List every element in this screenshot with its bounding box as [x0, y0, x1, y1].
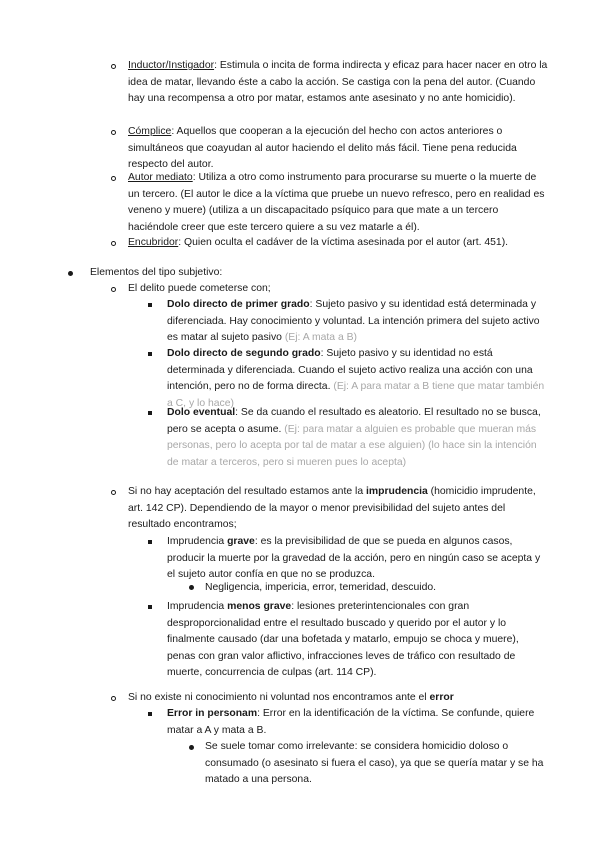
bullet-circle-icon: [111, 64, 116, 69]
bullet-dot-icon: [189, 585, 194, 590]
list-item-encubridor: Encubridor: Quien oculta el cadáver de la víctima asesinada por el autor (art. 451).: [128, 237, 509, 248]
list-item-delito: El delito puede cometerse con;: [128, 283, 271, 294]
list-item-dolo-segundo-grado: Dolo directo de segundo grado: Sujeto pasivo y su identidad no está determinada y diferenciada. Cuando el sujeto activo realiza una acción con una intención, pero no de forma directa. (Ej: A para matar a B tiene que matar también a C, y lo hace): [167, 348, 545, 409]
term-dolo-eventual: Dolo eventual: [167, 407, 236, 418]
list-item-dolo-eventual: Dolo eventual: Se da cuando el resultado es aleatorio. El resultado no se busca, pero se acepta o asume. (Ej: para matar a alguien es probable que mueran más personas, pero lo acepta por tal de matar a ese alguien) (lo hace sin la intención de matar a terceros, pero si mueren pues lo acepta): [167, 407, 541, 468]
example-note: (Ej: A para matar a B tiene que matar también a C, y lo hace): [167, 381, 545, 409]
list-item-imprudencia-menos-grave: Imprudencia menos grave: lesiones preterintencionales con gran desproporcionalidad entre el resultado buscado y querido por el autor y lo finalmente causado (dar una bofetada y matarlo, empujo se choca y muere), penas con gran valor aflictivo, infracciones leves de tráfico con resultado de muerte, concurrencia de culpas (art. 114 CP).: [167, 601, 519, 678]
list-item-autor-mediato: Autor mediato: Utiliza a otro como instrumento para procurarse su muerte o la muerte de un tercero. (El autor le dice a la víctima que pruebe un nuevo refresco, pero en realidad es veneno y muere) (utiliza a un discapacitado psíquico para que mate a un tercero haciéndole creer que este tercero quiere a su vez matarle a él).: [128, 172, 545, 233]
list-item-error-in-personam: Error in personam: Error en la identificación de la víctima. Se confunde, quiere matar a A y mata a B.: [167, 708, 535, 736]
example-note: (Ej: A mata a B): [284, 332, 358, 343]
term-menos-grave: menos grave: [227, 601, 292, 612]
bullet-circle-icon: [111, 130, 116, 135]
bullet-circle-icon: [111, 490, 116, 495]
bullet-square-icon: [148, 352, 152, 356]
term-error-in-personam: Error in personam: [167, 708, 258, 719]
bullet-circle-icon: [111, 176, 116, 181]
bullet-dot-icon: [68, 271, 73, 276]
bullet-circle-icon: [111, 696, 116, 701]
bullet-dot-icon: [189, 745, 194, 750]
bullet-square-icon: [148, 540, 152, 544]
term-complice: Cómplice: [128, 126, 172, 137]
term-dolo-primer: Dolo directo de primer grado: [167, 299, 310, 310]
term-imprudencia: imprudencia: [365, 486, 428, 497]
list-item-complice: Cómplice: Aquellos que cooperan a la ejecución del hecho con actos anteriores o simultáneos que coayudan al autor haciendo el delito más fácil. Tiene pena reducida respecto del autor.: [128, 126, 517, 170]
term-encubridor: Encubridor: [128, 237, 179, 248]
bullet-square-icon: [148, 303, 152, 307]
bullet-circle-icon: [111, 241, 116, 246]
bullet-square-icon: [148, 411, 152, 415]
bullet-circle-icon: [111, 287, 116, 292]
list-item-dolo-primer-grado: Dolo directo de primer grado: Sujeto pasivo y su identidad está determinada y diferenciada. Hay conocimiento y voluntad. La intención primera del sujeto activo es matar al sujeto pasivo (Ej: A mata a B): [167, 299, 540, 343]
list-item-imprudencia-grave: Imprudencia grave: es la previsibilidad de que se pueda en algunos casos, producir la muerte por la gravedad de la acción, pero en ningún caso se acepta y el sujeto autor confía en que no se produzca.: [167, 536, 541, 580]
list-item-negligencia: Negligencia, impericia, error, temeridad, descuido.: [205, 582, 437, 593]
bullet-square-icon: [148, 605, 152, 609]
term-error: error: [429, 692, 454, 703]
list-item-irrelevante: Se suele tomar como irrelevante: se considera homicidio doloso o consumado (o asesinato si fuera el caso), ya que se quería matar y se ha matado a una persona.: [205, 741, 544, 785]
term-dolo-segundo: Dolo directo de segundo grado: [167, 348, 321, 359]
term-grave: grave: [227, 536, 255, 547]
section-heading: Elementos del tipo subjetivo:: [90, 267, 223, 278]
list-item-inductor: Inductor/Instigador: Estimula o incita de forma indirecta y eficaz para hacer nacer en otro la idea de matar, llevando éste a cabo la acción. Se castiga con la pena del autor. (Cuando hay una recompensa a otro por matar, estamos ante asesinato y no ante homicidio).: [128, 60, 548, 104]
term-autor-mediato: Autor mediato: [128, 172, 193, 183]
term-inductor: Inductor/Instigador: [128, 60, 215, 71]
bullet-square-icon: [148, 712, 152, 716]
list-item-error: Si no existe ni conocimiento ni voluntad nos encontramos ante el error: [128, 692, 454, 703]
example-note: (Ej: para matar a alguien es probable que mueran más personas, pero lo acepta por tal de matar a ese alguien) (lo hace sin la intención de matar a terceros, pero si mueren pues lo acepta): [167, 423, 537, 468]
list-item-imprudencia: Si no hay aceptación del resultado estamos ante la imprudencia (homicidio imprudente, art. 142 CP). Dependiendo de la mayor o menor previsibilidad del sujeto antes del resultado encontramos;: [128, 486, 536, 530]
